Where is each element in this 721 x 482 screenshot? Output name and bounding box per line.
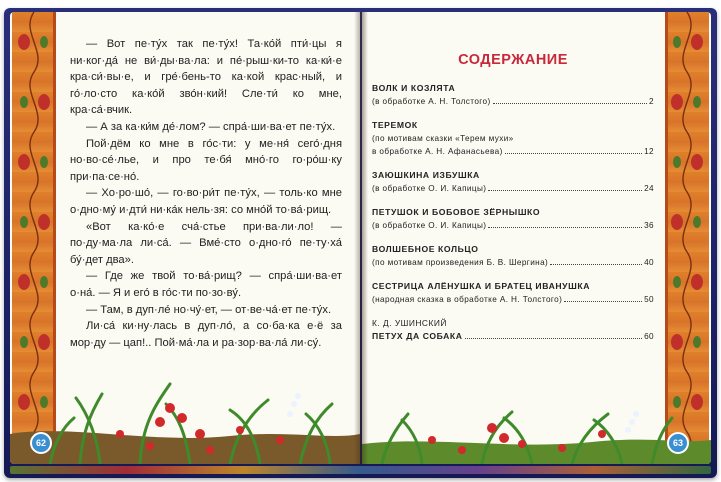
story-text [70, 36, 342, 351]
toc-entry-title: ПЕТУХ ДА СОБАКА [372, 331, 463, 341]
toc-entry-page: 40 [644, 258, 654, 267]
toc-entry-source: (в обработке О. И. Капицы) [372, 221, 487, 230]
story-paragraph: — Где же твой то·ва́·рищ? — спра́·ши·ва·ет о·на́. — Я и его́ в го́с·ти по·зо·ву́. [70, 270, 342, 299]
story-paragraph: — Хо·ро·шо́, — го·во·ри́т пе·ту́х, — толь·ко мне о·дно·му́ и·дти́ ни·ка́к нель·зя: со мно́й то·ва́·рищ. [70, 187, 342, 216]
meadow-illustration-right [362, 374, 711, 464]
toc-entry-row [372, 219, 654, 232]
toc-entry-row [372, 256, 654, 269]
toc-entry-title: ТЕРЕМОК [372, 120, 418, 130]
story-paragraph: Пой·дём ко мне в го́с·ти: у ме·ня́ сего́·дня но·во·се́·лье, и про те·бя́ мно́·го го·ро́ш·ку при·па·се·но́. [70, 137, 342, 183]
toc-entry-title: СЕСТРИЦА АЛЁНУШКА И БРАТЕЦ ИВАНУШКА [372, 281, 591, 291]
story-paragraph: Ли·са́ ки·ну·лась в дуп·ло́, а со·ба·ка е·ё за мор·ду — цап!.. Пой·ма́·ла и ра·зор·ва·ла́ ли·су́. [70, 320, 342, 349]
toc-entry-row [372, 293, 654, 306]
story-paragraph: «Вот ка·ко́·е сча́·стье при·ва·ли·ло! — по·ду·ма·ла ли·са́. — Вме́·сто о·дно·го́ пе·ту·ха́ бу́·дет два». [70, 220, 342, 266]
toc-entry-row [372, 145, 654, 158]
page-number-badge: 63 [667, 432, 689, 454]
toc-entry-source: в обработке А. Н. Афанасьева) [372, 147, 503, 156]
toc-entry-row [372, 182, 654, 195]
toc-entry-page: 2 [649, 97, 654, 106]
left-page [10, 12, 360, 464]
toc-entry[interactable] [372, 280, 654, 306]
toc-entry[interactable] [372, 317, 654, 343]
toc-entry-source: (по мотивам произведения Б. В. Шергина) [372, 258, 549, 267]
dot-leader [505, 153, 642, 154]
toc-entry[interactable] [372, 119, 654, 158]
toc-entry-page: 50 [644, 295, 654, 304]
toc-entry-page: 12 [644, 147, 654, 156]
cover-edge [10, 466, 711, 474]
dot-leader [493, 103, 647, 104]
toc-entry-page: 36 [644, 221, 654, 230]
toc-entry[interactable] [372, 82, 654, 108]
page-number-badge: 62 [30, 432, 52, 454]
dot-leader [465, 338, 643, 339]
dot-leader [564, 301, 642, 302]
toc-entry-source: (в обработке О. И. Капицы) [372, 184, 487, 193]
table-of-contents [372, 82, 654, 354]
toc-title: СОДЕРЖАНИЕ [458, 52, 568, 68]
toc-entry-row [372, 330, 654, 343]
toc-entry-title: ЗАЮШКИНА ИЗБУШКА [372, 170, 480, 180]
toc-entry-note: (по мотивам сказки «Терем мухи» [372, 134, 514, 143]
toc-entry-title: ПЕТУШОК И БОБОВОЕ ЗЁРНЫШКО [372, 207, 541, 217]
book-spine-gutter [354, 12, 368, 464]
story-paragraph: — Там, в дуп·ле́ но·чу́·ет, — от·ве·ча́·ет пе·ту́х. [86, 303, 332, 316]
dot-leader [488, 227, 642, 228]
story-paragraph: — Вот пе·ту́х так пе·ту́х! Та·ко́й пти́·цы я ни·ког·да́ не ви́·ды·ва·ла: и пе́·рыш·ки-то ка·ки́·е кра·си́·вы·е, и гре́·бень-то ка·кой крас·ный, и го́·ло·сто ка·ко́й зво́н·кий! Сле·ти́ ко мне, кра·са́·вчик. [70, 38, 342, 117]
toc-entry-source: (народная сказка в обработке А. Н. Толстого) [372, 295, 563, 304]
story-paragraph: — А за ка·ки́м де́·лом? — спра́·ши·ва·ет пе·ту́х. [86, 120, 336, 133]
toc-entry-title: ВОЛК И КОЗЛЯТА [372, 83, 456, 93]
dot-leader [488, 190, 642, 191]
right-page [362, 12, 711, 464]
toc-entry-source: (в обработке А. Н. Толстого) [372, 97, 491, 106]
dot-leader [550, 264, 642, 265]
toc-entry-page: 24 [644, 184, 654, 193]
toc-entry[interactable] [372, 243, 654, 269]
toc-entry-row [372, 95, 654, 108]
toc-entry[interactable] [372, 206, 654, 232]
toc-entry-page: 60 [644, 332, 654, 341]
meadow-illustration-left [10, 354, 360, 464]
toc-entry-author: К. Д. УШИНСКИЙ [372, 318, 447, 328]
toc-entry[interactable] [372, 169, 654, 195]
toc-entry-title: ВОЛШЕБНОЕ КОЛЬЦО [372, 244, 479, 254]
